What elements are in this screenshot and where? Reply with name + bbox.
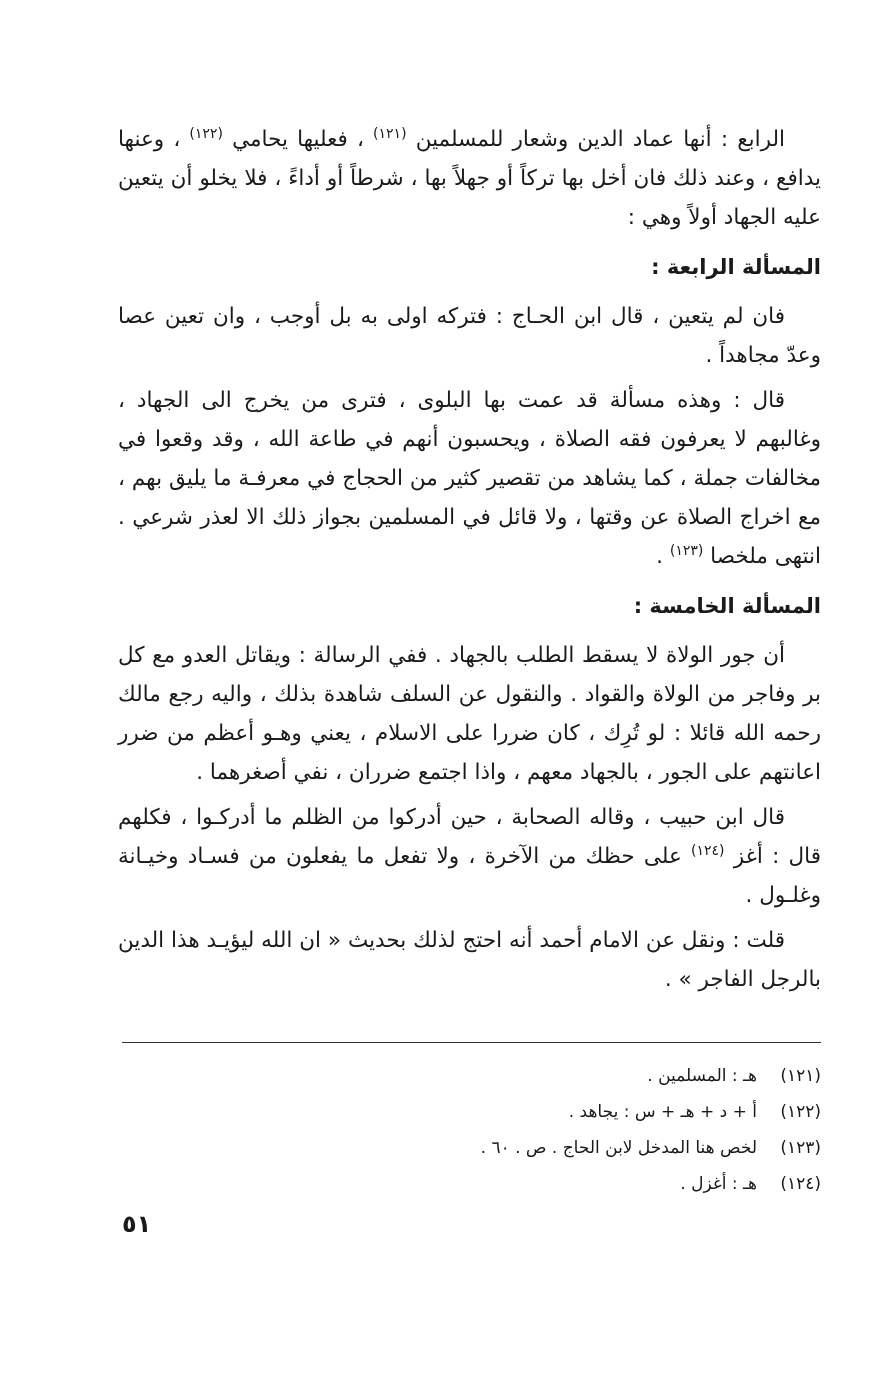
footnote-number: (١٢٣) xyxy=(780,1138,821,1158)
paragraph-rulers-injustice: أن جور الولاة لا يسقط الطلب بالجهاد . ففي الرسالة : ويقاتل العدو مع كل بر وفاجر من الولاة والقواد . والنقول عن السلف شاهدة بذلك ، واليه رجع مالك رحمه الله قائلا : لو تُرِك ، كان ضررا على الاسلام ، يعني وهـو أعظم من ضرر اعانتهم على الجور ، بالجهاد معهم ، واذا اجتمع ضرران ، نفي أصغرهما . xyxy=(118,643,821,785)
footnote-ref-123: (١٢٣) xyxy=(669,542,704,559)
footnote-text: هـ : أغزل . xyxy=(680,1174,757,1194)
paragraph-ibn-habib xyxy=(118,798,821,915)
footnote-ref-122: (١٢٢) xyxy=(189,125,223,142)
footnote-item xyxy=(150,1130,821,1166)
text-span: الرابع : أنها عماد الدين وشعار للمسلمين xyxy=(406,127,785,152)
footnote-item xyxy=(150,1166,821,1202)
heading-fourth-issue: المسألة الرابعة : xyxy=(651,255,821,279)
footnotes xyxy=(150,1058,821,1202)
text-span: ، فعليها يحامي xyxy=(222,127,374,152)
heading-fifth-issue: المسألة الخامسة : xyxy=(633,594,821,618)
text-span: قال : وهذه مسألة قد عمت بها البلوى ، فترى من يخرج الى الجهاد ، وغالبهم لا يعرفون فقه الصلاة ، ويحسبون أنهم في طاعة الله ، وقد وقعوا في مخالفات جملة ، كما يشاهد من تقصير كثير من الحجاج في معرفـة ما يليق بهم ، مع اخراج الصلاة عن وقتها ، ولا قائل في المسلمين بجواز ذلك الا لعذر شرعي . انتهى ملخصا xyxy=(118,388,821,569)
footnote-divider xyxy=(122,1042,821,1043)
footnote-number: (١٢١) xyxy=(780,1066,821,1086)
text-span: ، وعنها يدافع ، وعند ذلك فان أخل بها تركاً أو جهلاً بها ، شرطاً أو أداءً ، فلا يخلو أن يتعين عليه الجهاد أولاً وهي : xyxy=(118,127,821,230)
footnote-text: هـ : المسلمين . xyxy=(647,1066,757,1086)
footnote-item xyxy=(150,1094,821,1130)
text-span: على حظك من الآخرة ، ولا تفعل ما يفعلون من فسـاد وخيـانة وغلـول . xyxy=(118,844,821,908)
footnote-number: (١٢٤) xyxy=(780,1174,821,1194)
paragraph-fourth-reason xyxy=(118,120,821,237)
paragraph-widespread-issue xyxy=(118,381,821,576)
text-span: . xyxy=(656,544,670,569)
paragraph-imam-ahmad: قلت : ونقل عن الامام أحمد أنه احتج لذلك بحديث « ان الله ليؤيـد هذا الدين بالرجل الفاجر » . xyxy=(118,928,821,992)
footnote-text: أ + د + هـ + س : يجاهد . xyxy=(568,1102,757,1122)
footnote-number: (١٢٢) xyxy=(780,1102,821,1122)
footnote-ref-121: (١٢١) xyxy=(373,125,407,142)
footnote-item xyxy=(150,1058,821,1094)
text-span: قال ابن حبيب ، وقاله الصحابة ، حين أدركوا من الظلم ما أدركـوا ، فكلهم قال : أغز xyxy=(118,805,822,869)
page-number: ٥١ xyxy=(122,1210,152,1238)
paragraph-ibn-alhaj: فان لم يتعين ، قال ابن الحـاج : فتركه اولى به بل أوجب ، وان تعين عصا وعدّ مجاهداً . xyxy=(118,304,821,368)
main-text xyxy=(118,120,821,1005)
footnote-ref-124: (١٢٤) xyxy=(691,842,725,859)
footnote-text: لخص هنا المدخل لابن الحاج . ص . ٦٠ . xyxy=(480,1138,757,1158)
